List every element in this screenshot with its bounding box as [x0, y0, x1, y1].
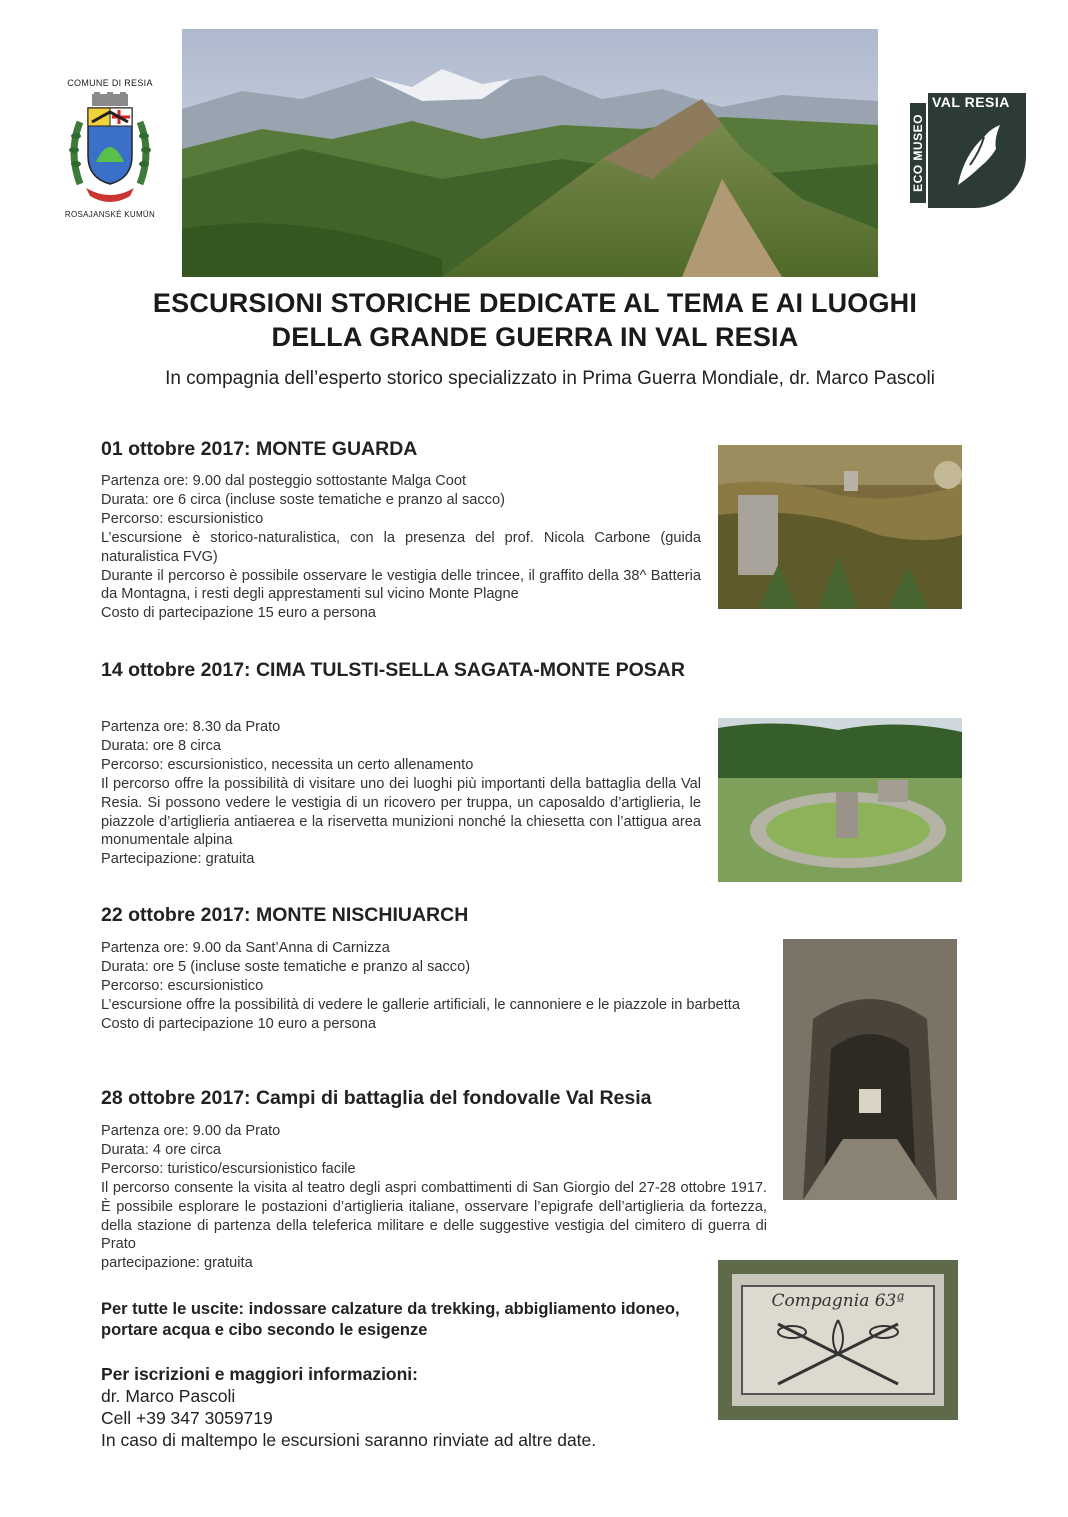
- event-4-line: Partenza ore: 9.00 da Prato: [101, 1123, 281, 1139]
- event-3-details: [101, 939, 767, 1034]
- event-3-line: Partenza ore: 9.00 da Sant’Anna di Carnizza: [101, 940, 390, 956]
- event-1-line: L’escursione è storico-naturalistica, con la presenza del prof. Nicola Carbone (guida naturalistica FVG): [101, 529, 701, 565]
- event-2-details: [101, 718, 701, 869]
- weather-note: In caso di maltempo le escursioni saranno rinviate ad altre date.: [101, 1430, 597, 1450]
- event-3-line: L’escursione offre la possibilità di vedere le gallerie artificiali, le cannoniere e le piazzole in barbetta: [101, 996, 740, 1013]
- event-2-line: Partecipazione: gratuita: [101, 851, 255, 868]
- coat-of-arms-icon: [66, 92, 154, 210]
- page-title: [110, 286, 960, 354]
- eco-side-label: ECO MUSEO: [911, 114, 925, 192]
- eco-name-label: VAL RESIA: [932, 94, 1010, 110]
- event-1-title: 01 ottobre 2017: MONTE GUARDA: [101, 438, 418, 460]
- event-4-details: [101, 1122, 767, 1273]
- event-3-title: 22 ottobre 2017: MONTE NISCHIUARCH: [101, 904, 469, 926]
- contact-phone: Cell +39 347 3059719: [101, 1408, 273, 1428]
- event-2-line: Percorso: escursionistico, necessita un certo allenamento: [101, 756, 474, 773]
- event-4-line: Percorso: turistico/escursionistico facile: [101, 1160, 356, 1177]
- event-1-line: Partenza ore: 9.00 dal posteggio sottostante Malga Coot: [101, 473, 467, 489]
- event-4-line: Durata: 4 ore circa: [101, 1141, 222, 1158]
- epigraph-caption: Compagnia 63ª: [771, 1291, 905, 1311]
- epigraph-carving-photo: [718, 1260, 958, 1420]
- contact-heading: Per iscrizioni e maggiori informazioni:: [101, 1364, 418, 1384]
- trench-ruins-photo: [718, 445, 962, 609]
- gun-emplacement-photo: [718, 718, 962, 882]
- event-1-line: Costo di partecipazione 15 euro a persona: [101, 605, 377, 622]
- event-3-line: Durata: ore 5 (incluse soste tematiche e pranzo al sacco): [101, 958, 471, 975]
- event-4-line: Il percorso consente la visita al teatro degli aspri combattimenti di San Giorgio del 27-28 ottobre 1917. È possibile esplorare le postazioni d’artiglieria italiane, osservare l’epigrafe dell’artiglieria da fortezza, della stazione di partenza della teleferica militare e delle suggestive vestigia del cimitero di guerra di Prato: [101, 1179, 767, 1253]
- event-1-line: Durata: ore 6 circa (incluse soste tematiche e pranzo al sacco): [101, 491, 505, 508]
- event-1-line: Durante il percorso è possibile osservare le vestigia delle trincee, il graffito della 38^ Batteria da Montagna, i resti degli apprestamenti sul vicino Monte Plagne: [101, 567, 701, 603]
- contact-info: [101, 1363, 741, 1451]
- general-notes: Per tutte le uscite: indossare calzature da trekking, abbigliamento idoneo, portare acqua e cibo secondo le esigenze: [101, 1300, 680, 1339]
- bird-logo-icon: [950, 115, 1010, 195]
- event-2-line: Il percorso offre la possibilità di visitare uno dei luoghi più importanti della battaglia della Val Resia. Si possono vedere le vestigia di un ricovero per truppa, un caposaldo d’artiglieria, le piazzole d’artiglieria antiaerea e la riservetta munizioni nonché la chiesetta con l’attigua area monumentale alpina: [101, 775, 701, 849]
- contact-name: dr. Marco Pascoli: [101, 1386, 236, 1406]
- event-2-line: Durata: ore 8 circa: [101, 737, 222, 754]
- tunnel-gallery-photo: [783, 939, 957, 1200]
- crest-top-text: COMUNE DI RESIA: [67, 78, 153, 88]
- event-2-title: 14 ottobre 2017: CIMA TULSTI-SELLA SAGATA-MONTE POSAR: [101, 659, 685, 681]
- title-line-2: DELLA GRANDE GUERRA IN VAL RESIA: [271, 322, 799, 352]
- comune-di-resia-crest: [60, 78, 160, 228]
- event-3-line: Costo di partecipazione 10 euro a persona: [101, 1015, 377, 1032]
- mountain-ridge-photo: [182, 29, 878, 277]
- ecomuseo-val-resia-logo: [910, 93, 1030, 208]
- crest-bottom-text: ROSAJANSKÉ KUMÜN: [64, 210, 156, 219]
- event-4-title: 28 ottobre 2017: Campi di battaglia del fondovalle Val Resia: [101, 1087, 652, 1109]
- event-1-details: [101, 472, 701, 623]
- event-3-line: Percorso: escursionistico: [101, 977, 264, 994]
- event-1-line: Percorso: escursionistico: [101, 510, 264, 527]
- title-line-1: ESCURSIONI STORICHE DEDICATE AL TEMA E AI LUOGHI: [152, 288, 918, 318]
- page-subtitle: In compagnia dell’esperto storico specializzato in Prima Guerra Mondiale, dr. Marco Pascoli: [165, 368, 935, 389]
- event-4-line: partecipazione: gratuita: [101, 1255, 253, 1272]
- event-2-line: Partenza ore: 8.30 da Prato: [101, 719, 281, 735]
